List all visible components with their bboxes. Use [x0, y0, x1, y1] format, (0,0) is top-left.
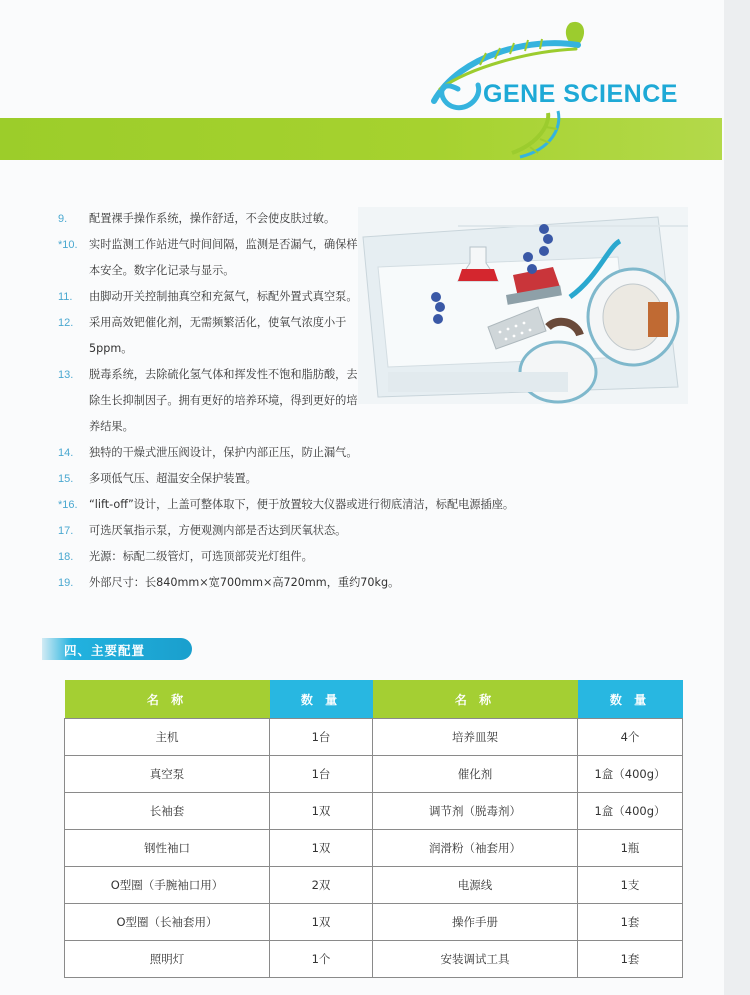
feature-number: 9. — [58, 213, 68, 225]
item-name: 主机 — [65, 719, 270, 756]
feature-text: 脱毒系统，去除硫化氢气体和挥发性不饱和脂肪酸，去除生长抑制因子。拥有更好的培养环境，得到更好的培养结果。 — [89, 368, 358, 433]
feature-item — [58, 518, 558, 544]
table-row — [65, 830, 683, 867]
feature-item — [58, 232, 358, 284]
item-name: 钢性袖口 — [65, 830, 270, 867]
feature-text: 采用高效钯催化剂，无需频繁活化，使氧气浓度小于5ppm。 — [89, 316, 347, 355]
header-name-1: 名 称 — [65, 680, 270, 719]
feature-text: 可选厌氧指示泵，方便观测内部是否达到厌氧状态。 — [89, 524, 347, 537]
item-qty: 1盒（400g） — [578, 756, 683, 793]
item-name: 润滑粉（袖套用） — [373, 830, 578, 867]
item-name: 电源线 — [373, 867, 578, 904]
table-row — [65, 793, 683, 830]
table-row — [65, 719, 683, 756]
item-name: 长袖套 — [65, 793, 270, 830]
item-qty: 1双 — [270, 904, 373, 941]
feature-item — [58, 544, 558, 570]
table-row — [65, 867, 683, 904]
feature-item — [58, 440, 558, 466]
feature-item — [58, 492, 558, 518]
item-name: 调节剂（脱毒剂） — [373, 793, 578, 830]
item-qty: 1套 — [578, 941, 683, 978]
item-qty: 1支 — [578, 867, 683, 904]
feature-text: 光源：标配二级管灯，可选顶部荧光灯组件。 — [89, 550, 313, 563]
item-name: 操作手册 — [373, 904, 578, 941]
feature-text: 由脚动开关控制抽真空和充氮气，标配外置式真空泵。 — [89, 290, 358, 303]
config-table — [64, 680, 683, 978]
logo-text: GENE SCIENCE — [483, 80, 678, 108]
feature-number: 14. — [58, 447, 74, 459]
feature-text: “lift-off”设计，上盖可整体取下，便于放置较大仪器或进行彻底清洁，标配电源插座。 — [89, 498, 515, 511]
feature-item — [58, 466, 558, 492]
item-name: 培养皿架 — [373, 719, 578, 756]
item-name: O型圈（长袖套用） — [65, 904, 270, 941]
section-title-badge — [42, 638, 192, 662]
feature-item — [58, 310, 358, 362]
feature-item — [58, 570, 558, 596]
item-qty: 1台 — [270, 719, 373, 756]
item-qty: 1双 — [270, 793, 373, 830]
right-edge-band — [724, 0, 750, 995]
header-qty-2: 数 量 — [578, 680, 683, 719]
item-qty: 2双 — [270, 867, 373, 904]
feature-item — [58, 284, 358, 310]
feature-number: 11. — [58, 291, 73, 303]
feature-number: 17. — [58, 525, 74, 537]
table-row — [65, 756, 683, 793]
feature-item — [58, 362, 358, 440]
table-row — [65, 941, 683, 978]
workstation-photo — [358, 207, 688, 404]
item-name: O型圈（手腕袖口用） — [65, 867, 270, 904]
table-header-row — [65, 680, 683, 719]
item-name: 催化剂 — [373, 756, 578, 793]
feature-number: 15. — [58, 473, 74, 485]
item-name: 安装调试工具 — [373, 941, 578, 978]
section-title: 四、主要配置 — [64, 643, 146, 658]
feature-text: 多项低气压、超温安全保护装置。 — [89, 472, 257, 485]
feature-text: 配置裸手操作系统，操作舒适，不会使皮肤过敏。 — [89, 212, 336, 225]
feature-number: 13. — [58, 369, 74, 381]
item-qty: 1瓶 — [578, 830, 683, 867]
item-qty: 1台 — [270, 756, 373, 793]
feature-text: 实时监测工作站进气时间间隔，监测是否漏气，确保样本安全。数字化记录与显示。 — [89, 238, 358, 277]
item-qty: 1套 — [578, 904, 683, 941]
item-name: 照明灯 — [65, 941, 270, 978]
feature-number: 18. — [58, 551, 74, 563]
item-qty: 1双 — [270, 830, 373, 867]
header-name-2: 名 称 — [373, 680, 578, 719]
table-row — [65, 904, 683, 941]
feature-number: 19. — [58, 577, 74, 589]
item-qty: 1个 — [270, 941, 373, 978]
feature-number: *16. — [58, 499, 78, 511]
feature-text: 独特的干燥式泄压阀设计，保护内部正压，防止漏气。 — [89, 446, 358, 459]
feature-list — [58, 206, 515, 596]
header-qty-1: 数 量 — [270, 680, 373, 719]
item-name: 真空泵 — [65, 756, 270, 793]
feature-item — [58, 206, 358, 232]
item-qty: 1盒（400g） — [578, 793, 683, 830]
item-qty: 4个 — [578, 719, 683, 756]
feature-number: *10. — [58, 239, 78, 251]
feature-text: 外部尺寸：长840mm×宽700mm×高720mm，重约70kg。 — [89, 576, 400, 589]
feature-number: 12. — [58, 317, 74, 329]
